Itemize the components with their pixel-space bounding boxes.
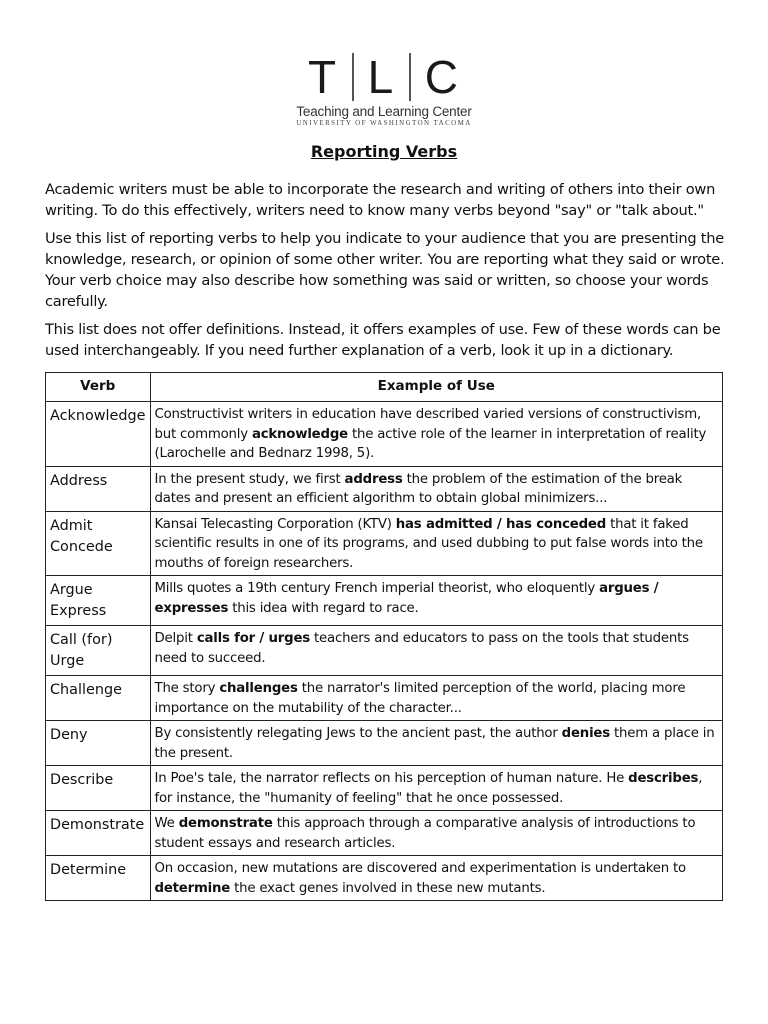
verb-cell <box>46 856 151 901</box>
example-cell <box>150 576 722 626</box>
verb-label: Acknowledge <box>50 408 146 424</box>
example-text: Kansai Telecasting Corporation (KTV) <box>154 516 396 532</box>
verb-label: Address <box>50 472 108 489</box>
logo-letter-t: T <box>308 51 339 103</box>
verb-cell <box>46 576 151 626</box>
example-verb-highlight: acknowledge <box>251 426 348 442</box>
tlc-logo <box>0 52 768 127</box>
logo-subtitle: Teaching and Learning Center <box>296 104 472 119</box>
verb-cell <box>46 626 151 676</box>
verb-label: Argue <box>50 582 93 598</box>
example-cell <box>150 402 722 467</box>
verb-label: Deny <box>50 727 88 743</box>
verb-label: Demonstrate <box>50 817 145 833</box>
verb-label: Describe <box>50 772 114 788</box>
verb-cell <box>46 402 151 467</box>
intro-paragraph: Use this list of reporting verbs to help you indicate to your audience that you are presenting the knowledge, research, or opinion of some other writer. You are reporting what they said or wrote. Your verb choice may also describe how something was said or written, so choose your words carefully. <box>45 230 725 310</box>
example-cell <box>150 721 722 766</box>
verb-cell <box>46 511 151 576</box>
table-row <box>46 856 723 901</box>
example-text: Constructivist writers in education have described varied versions of constructivism, but commonly <box>154 407 702 442</box>
table-header-row <box>46 373 723 402</box>
example-cell <box>150 856 722 901</box>
example-text: Mills quotes a 19th century French imperial theorist, who eloquently <box>154 581 600 596</box>
example-cell <box>150 626 722 676</box>
verb-cell <box>46 466 151 511</box>
example-text: them a place in the present. <box>154 726 715 761</box>
example-text: By consistently relegating Jews to the ancient past, the author <box>154 726 562 741</box>
example-text: this approach through a comparative analysis of introductions to student essays and research articles. <box>154 816 696 851</box>
example-text: The story <box>154 681 220 696</box>
example-verb-highlight: challenges <box>219 681 298 696</box>
logo-letter-l: L <box>367 51 396 103</box>
example-text: On occasion, new mutations are discovered and experimentation is undertaken to <box>154 861 686 876</box>
example-cell <box>150 766 722 811</box>
table-row <box>46 676 723 721</box>
example-text: We <box>154 816 179 831</box>
logo-letter-c: C <box>424 51 460 103</box>
logo-divider <box>409 53 411 101</box>
header-example: Example of Use <box>150 373 722 402</box>
verb-label: Concede <box>50 538 113 555</box>
verb-cell <box>46 766 151 811</box>
example-verb-highlight: calls for / urges <box>196 631 310 646</box>
header-verb: Verb <box>46 373 151 402</box>
example-text: this idea with regard to race. <box>228 600 419 616</box>
verb-label: Urge <box>50 653 85 669</box>
example-cell <box>150 511 722 576</box>
table-row <box>46 466 723 511</box>
example-cell <box>150 676 722 721</box>
verb-label: Challenge <box>50 682 122 698</box>
example-verb-highlight: argues / expresses <box>154 581 659 616</box>
page-title: Reporting Verbs <box>310 142 458 161</box>
table-row <box>46 721 723 766</box>
example-verb-highlight: describes <box>628 771 699 786</box>
example-text: In Poe's tale, the narrator reflects on his perception of human nature. He <box>154 771 629 786</box>
example-verb-highlight: has admitted / has conceded <box>395 516 607 532</box>
table-row <box>46 626 723 676</box>
example-text: the exact genes involved in these new mutants. <box>230 880 546 896</box>
example-text: the problem of the estimation of the break dates and present an efficient algorithm to obtain global minimizers... <box>154 471 683 506</box>
verb-label: Admit <box>50 517 93 534</box>
example-text: that it faked scientific results in one of its programs, and used dubbing to put false words into the mouths of foreign researchers. <box>154 516 703 571</box>
example-text: teachers and educators to pass on the tools that students need to succeed. <box>154 631 689 666</box>
verb-label: Call (for) <box>50 632 113 648</box>
table-row <box>46 766 723 811</box>
example-text: , for instance, the "humanity of feeling" that he once possessed. <box>154 771 703 806</box>
example-text: Delpit <box>154 631 197 646</box>
intro-paragraph: This list does not offer definitions. Instead, it offers examples of use. Few of these words can be used interchangeably. If you need further explanation of a verb, look it up in a dictionary. <box>45 321 721 359</box>
example-verb-highlight: demonstrate <box>178 816 273 831</box>
example-cell <box>150 811 722 856</box>
example-text: In the present study, we first <box>154 471 345 487</box>
verb-label: Determine <box>50 862 127 878</box>
table-body <box>46 402 723 901</box>
verb-cell <box>46 676 151 721</box>
verb-cell <box>46 811 151 856</box>
table-row <box>46 511 723 576</box>
reporting-verbs-table <box>45 372 723 901</box>
verb-cell <box>46 721 151 766</box>
table-row <box>46 576 723 626</box>
example-cell <box>150 466 722 511</box>
table-row <box>46 402 723 467</box>
verb-label: Express <box>50 603 107 619</box>
intro-text <box>45 179 725 368</box>
example-verb-highlight: denies <box>561 726 610 741</box>
logo-university: UNIVERSITY OF WASHINGTON TACOMA <box>296 119 472 127</box>
example-text: the narrator's limited perception of the world, placing more importance on the mutability of the character... <box>154 681 686 716</box>
example-text: the active role of the learner in interpretation of reality (Larochelle and Bednarz 1998, 5). <box>154 426 707 461</box>
example-verb-highlight: address <box>344 471 403 487</box>
intro-paragraph: Academic writers must be able to incorporate the research and writing of others into their own writing. To do this effectively, writers need to know many verbs beyond "say" or "talk about." <box>45 181 716 219</box>
table-row <box>46 811 723 856</box>
example-verb-highlight: determine <box>154 880 231 896</box>
logo-divider <box>352 53 354 101</box>
logo-letters <box>308 52 460 102</box>
